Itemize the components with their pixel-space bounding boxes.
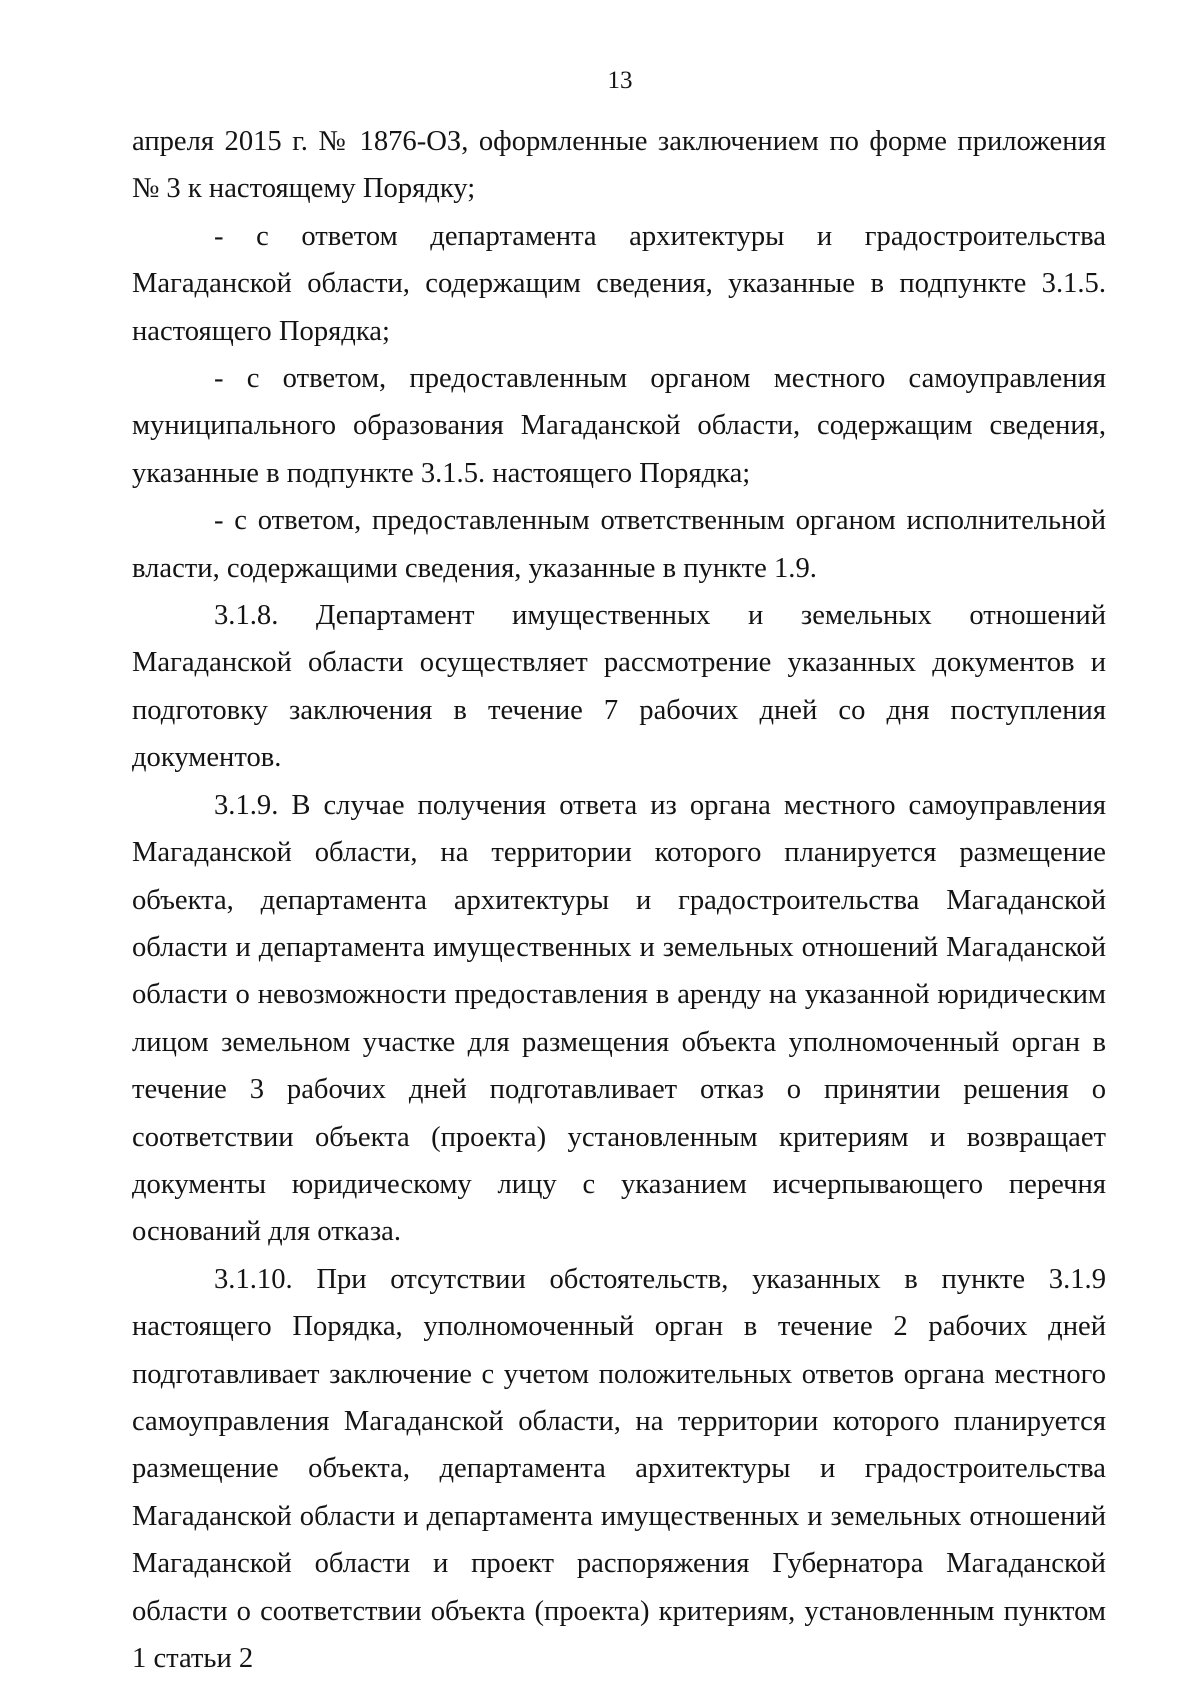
paragraph-3-1-8: 3.1.8. Департамент имущественных и земельных отношений Магаданской области осуществляет рассмотрение указанных документов и подготовку заключения в течение 7 рабочих дней со дня поступления документов.: [132, 600, 1106, 774]
document-body: [132, 118, 1106, 1682]
paragraph-executive-authority-response: - с ответом, предоставленным ответственным органом исполнительной власти, содержащими сведения, указанные в пункте 1.9.: [132, 505, 1106, 584]
paragraph-continuation: апреля 2015 г. № 1876-ОЗ, оформленные заключением по форме приложения № 3 к настоящему Порядку;: [132, 126, 1106, 205]
paragraph-architecture-response: - с ответом департамента архитектуры и градостроительства Магаданской области, содержащим сведения, указанные в подпункте 3.1.5. настоящего Порядка;: [132, 220, 1106, 347]
paragraph-3-1-9: 3.1.9. В случае получения ответа из органа местного самоуправления Магаданской области, на территории которого планируется размещение объекта, департамента архитектуры и градостроительства Магаданской области и департамента имущественных и земельных отношений Магаданской области о невозможности предоставления в аренду на указанной юридическим лицом земельном участке для размещения объекта уполномоченный орган в течение 3 рабочих дней подготавливает отказ о принятии решения о соответствии объекта (проекта) установленным критериям и возвращает документы юридическому лицу с указанием исчерпывающего перечня оснований для отказа.: [132, 789, 1106, 1248]
page-number: 13: [607, 67, 633, 94]
paragraph-3-1-10: 3.1.10. При отсутствии обстоятельств, указанных в пункте 3.1.9 настоящего Порядка, уполномоченный орган в течение 2 рабочих дней подготавливает заключение с учетом положительных ответов органа местного самоуправления Магаданской области, на территории которого планируется размещение объекта, департамента архитектуры и градостроительства Магаданской области и департамента имущественных и земельных отношений Магаданской области и проект распоряжения Губернатора Магаданской области о соответствии объекта (проекта) критериям, установленным пунктом 1 статьи 2: [132, 1263, 1106, 1674]
paragraph-local-government-response: - с ответом, предоставленным органом местного самоуправления муниципального образования Магаданской области, содержащим сведения, указанные в подпункте 3.1.5. настоящего Порядка;: [132, 363, 1106, 489]
